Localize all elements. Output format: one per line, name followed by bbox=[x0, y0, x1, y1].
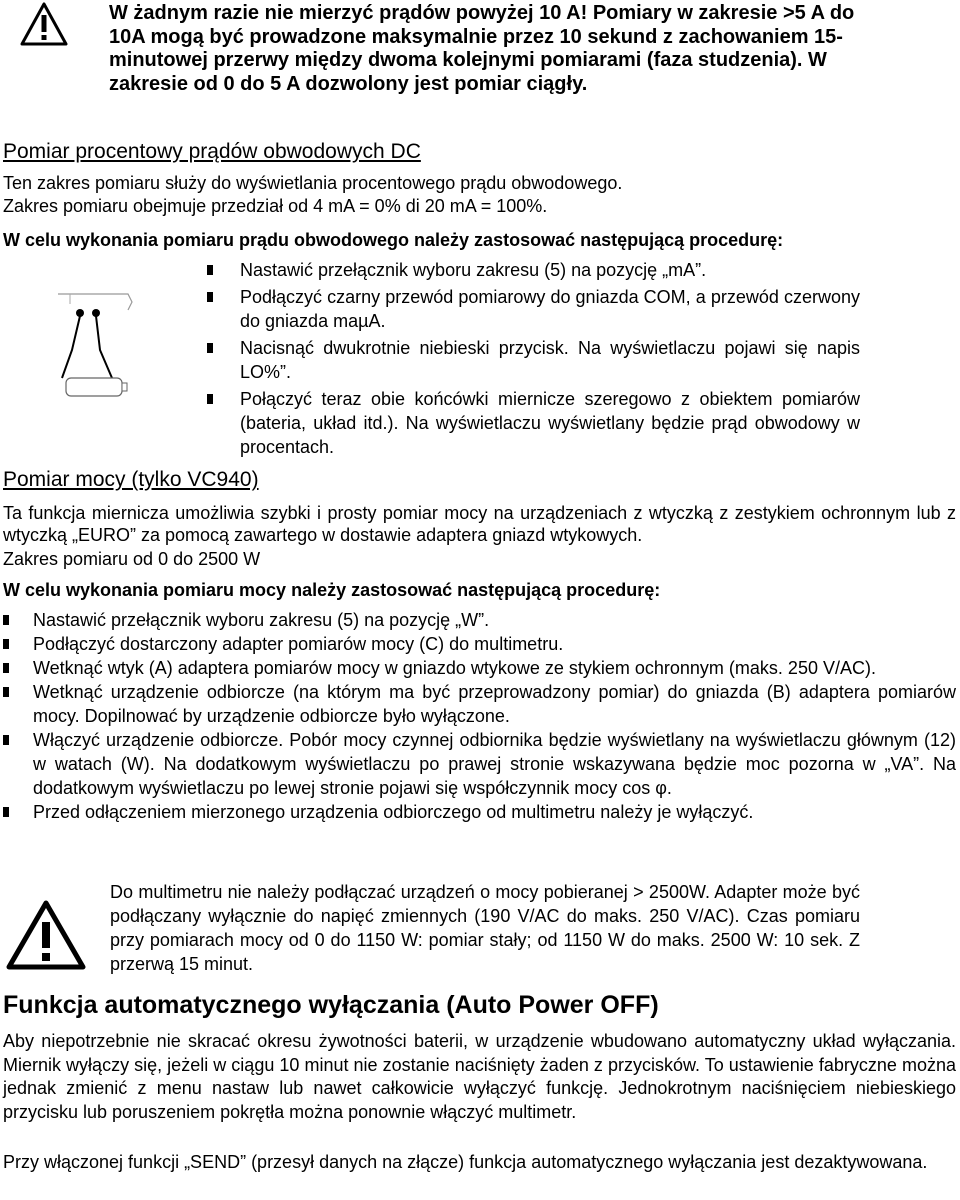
section-heading-dc: Pomiar procentowy prądów obwodowych DC bbox=[3, 140, 421, 163]
list-item: Podłączyć dostarczony adapter pomiarów mocy (C) do multimetru. bbox=[3, 632, 956, 656]
auto-off-paragraph2: Przy włączonej funkcji „SEND” (przesył danych na złącze) funkcja automatycznego wyłączania jest dezaktywowana. bbox=[3, 1152, 928, 1172]
list-item: Połączyć teraz obie końcówki miernicze szeregowo z obiektem pomiarów (bateria, układ itd.). Na wyświetlaczu wyświetlany będzie prąd obwodowy w procentach. bbox=[207, 387, 860, 459]
power-range: Zakres pomiaru od 0 do 2500 W bbox=[3, 549, 261, 569]
section-heading-auto-power-off: Funkcja automatycznego wyłączania (Auto Power OFF) bbox=[3, 991, 659, 1019]
list-item: Nastawić przełącznik wyboru zakresu (5) na pozycję „mA”. bbox=[207, 258, 860, 282]
probe-battery-illustration bbox=[50, 280, 140, 420]
list-item: Nastawić przełącznik wyboru zakresu (5) na pozycję „W”. bbox=[3, 608, 956, 632]
list-item: Wetknąć urządzenie odbiorcze (na którym ma być przeprowadzony pomiar) do gniazda (B) adaptera pomiarów mocy. Dopilnować by urządzenie odbiorcze było wyłączone. bbox=[3, 680, 956, 728]
power-steps-list bbox=[3, 608, 956, 824]
auto-off-paragraph1: Aby niepotrzebnie nie skracać okresu żywotności baterii, w urządzenie wbudowano automatyczny układ wyłączania. Miernik wyłączy się, jeżeli w ciągu 10 minut nie zostanie naciśnięty żaden z przycisków. To ustawienie fabryczne można jednak zmienić z menu nastaw lub nawet całkowicie wyłączyć funkcję. Jednokrotnym naciśnięciem niebieskiego przycisku lub poruszeniem pokrętła można ponownie włączyć multimetr. bbox=[3, 1031, 956, 1122]
list-item: Włączyć urządzenie odbiorcze. Pobór mocy czynnej odbiornika będzie wyświetlany na wyświetlaczu głównym (12) w watach (W). Na dodatkowym wyświetlaczu po prawej stronie wskazywana będzie moc pozorna w „VA”. Na dodatkowym wyświetlaczu po lewej stronie pojawi się współczynnik mocy cos φ. bbox=[3, 728, 956, 800]
power-warning-text: Do multimetru nie należy podłączać urządzeń o mocy pobieranej > 2500W. Adapter może być podłączany wyłącznie do napięć zmiennych (190 V/AC do maks. 250 V/AC). Czas pomiaru przy pomiarach mocy od 0 do 1150 W: pomiar stały; od 1150 W do maks. 2500 W: 10 sek. Z przerwą 15 minut. bbox=[110, 882, 860, 974]
list-item: Nacisnąć dwukrotnie niebieski przycisk. Na wyświetlaczu pojawi się napis LO%”. bbox=[207, 336, 860, 384]
dc-procedure-heading: W celu wykonania pomiaru prądu obwodowego należy zastosować następującą procedurę: bbox=[3, 230, 784, 250]
warning-triangle-icon bbox=[20, 2, 68, 46]
power-intro: Ta funkcja miernicza umożliwia szybki i prosty pomiar mocy na urządzeniach z wtyczką z zestykiem ochronnym lub z wtyczką „EURO” za pomocą zawartego w dostawie adaptera gniazd wtykowych. bbox=[3, 503, 956, 545]
power-procedure-heading: W celu wykonania pomiaru mocy należy zastosować następującą procedurę: bbox=[3, 580, 661, 600]
dc-description-line1: Ten zakres pomiaru służy do wyświetlania procentowego prądu obwodowego. bbox=[3, 173, 623, 193]
dc-steps-list bbox=[207, 258, 860, 459]
list-item: Przed odłączeniem mierzonego urządzenia odbiorczego od multimetru należy je wyłączyć. bbox=[3, 800, 956, 824]
section-heading-power: Pomiar mocy (tylko VC940) bbox=[3, 468, 259, 491]
warning-triangle-icon bbox=[6, 900, 86, 970]
list-item: Wetknąć wtyk (A) adaptera pomiarów mocy w gniazdo wtykowe ze stykiem ochronnym (maks. 250 V/AC). bbox=[3, 656, 956, 680]
list-item: Podłączyć czarny przewód pomiarowy do gniazda COM, a przewód czerwony do gniazda maµA. bbox=[207, 285, 860, 333]
warning-text-current-limit: W żadnym razie nie mierzyć prądów powyżej 10 A! Pomiary w zakresie >5 A do 10A mogą być prowadzone maksymalnie przez 10 sekund z zachowaniem 15-minutowej przerwy między dwoma kolejnymi pomiarami (faza studzenia). W zakresie od 0 do 5 A dozwolony jest pomiar ciągły. bbox=[109, 2, 855, 95]
dc-description-line2: Zakres pomiaru obejmuje przedział od 4 mA = 0% di 20 mA = 100%. bbox=[3, 196, 548, 216]
